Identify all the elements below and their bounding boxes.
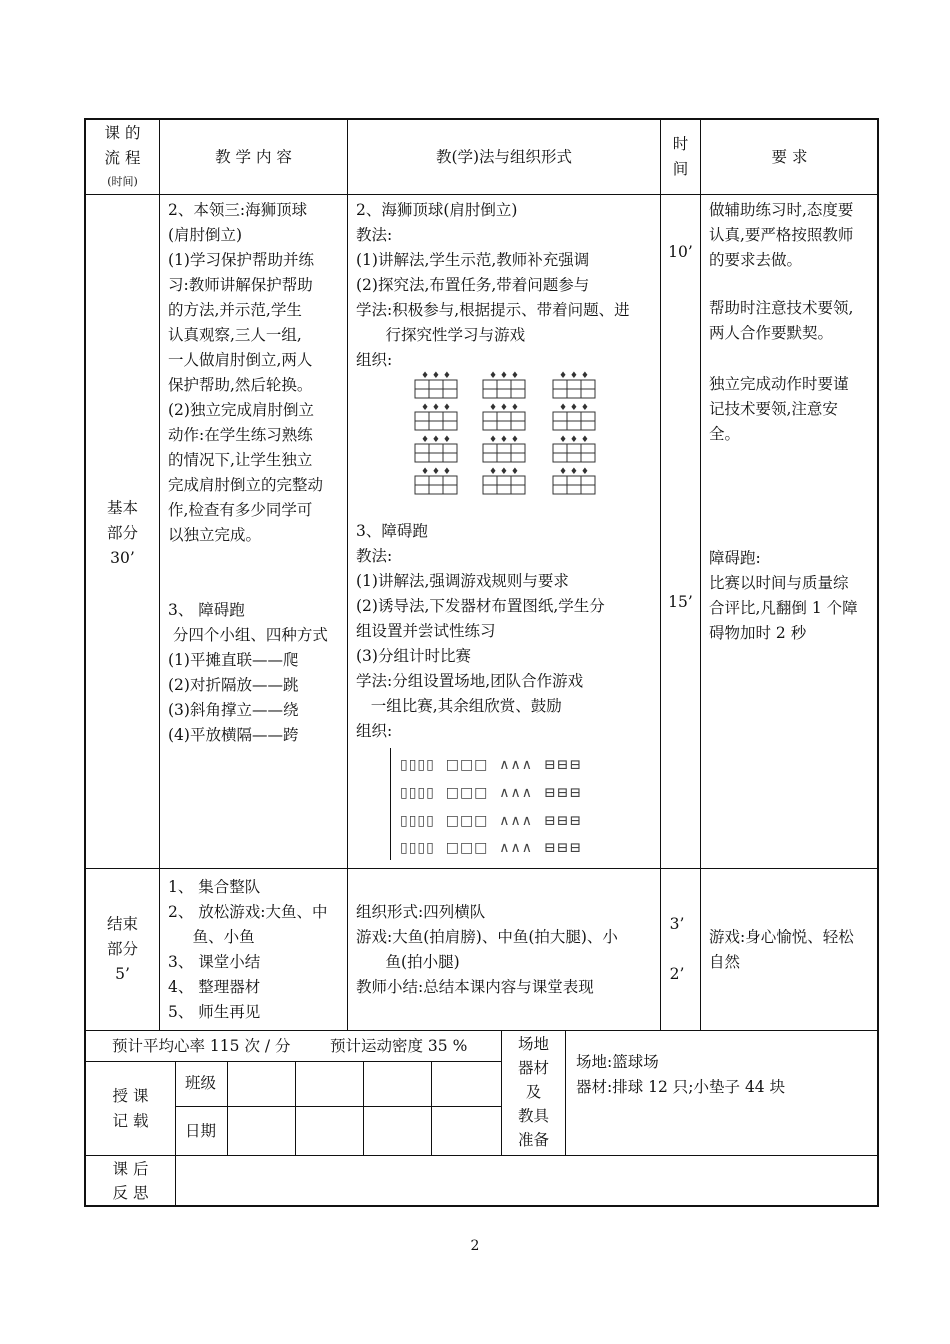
student-markers (421, 371, 589, 477)
record-mid-divider (175, 1106, 501, 1107)
equip-label-2: 器材 (517, 1059, 549, 1077)
header-divider (84, 194, 879, 195)
method2-line-7: 学法:分组设置场地,团队合作游戏 (356, 672, 584, 690)
page-number: 2 (470, 1238, 480, 1254)
req4-line-1: 障碍跑: (709, 549, 761, 567)
method2-line-5: 组设置并尝试性练习 (356, 622, 496, 640)
date-label: 日期 (185, 1122, 217, 1140)
record-line-5 (431, 1061, 432, 1155)
req2-line-2: 两人合作要默契。 (709, 324, 834, 342)
req2-line-1: 帮助时注意技术要领, (709, 299, 854, 317)
basic-content-12: 完成肩肘倒立的完整动 (168, 476, 324, 494)
basic-content-1: 2、本领三:海狮顶球 (168, 201, 308, 219)
obstacle-row-4: ▯▯▯▯ □□□ ∧∧∧ ⊟⊟⊟ (400, 840, 583, 856)
equipment-text: 器材:排球 12 只;小垫子 44 块 (576, 1078, 786, 1096)
end-time-1: 3’ (669, 915, 685, 933)
end-req-1: 游戏:身心愉悦、轻松 (709, 928, 854, 946)
exercise-density: 预计运动密度 35 % (330, 1037, 468, 1055)
svg-text:♦ ♦ ♦: ♦ ♦ ♦ (421, 371, 451, 381)
record-line-1 (175, 1061, 176, 1207)
basic-label-3: 30’ (110, 549, 135, 567)
method1-line-7: 组织: (356, 351, 393, 369)
method2-line-1: 3、障碍跑 (356, 522, 428, 540)
record-line-4 (363, 1061, 364, 1155)
end-method-1: 组织形式:四列横队 (356, 903, 486, 921)
method2-line-4: (2)诱导法,下发器材布置图纸,学生分 (356, 597, 605, 615)
end-content-5: 4、 整理器材 (168, 978, 261, 996)
header-content: 教 学 内 容 (215, 148, 292, 166)
obstacle-row-3: ▯▯▯▯ □□□ ∧∧∧ ⊟⊟⊟ (400, 813, 583, 829)
formation-diagram (405, 370, 605, 500)
basic-content-9: (2)独立完成肩肘倒立 (168, 401, 314, 419)
end-method-3: 鱼(拍小腿) (356, 953, 460, 971)
svg-text:♦ ♦ ♦: ♦ ♦ ♦ (559, 371, 589, 381)
svg-text:♦ ♦ ♦: ♦ ♦ ♦ (559, 435, 589, 445)
obstacle-content-5: (3)斜角撑立——绕 (168, 701, 299, 719)
method2-line-6: (3)分组计时比赛 (356, 647, 471, 665)
header-col1-line2: 流 程 (104, 149, 141, 167)
method1-line-2: 教法: (356, 226, 393, 244)
obstacle-row-2: ▯▯▯▯ □□□ ∧∧∧ ⊟⊟⊟ (400, 785, 583, 801)
req3-line-2: 记技术要领,注意安 (709, 400, 838, 418)
end-label-2: 部分 (106, 940, 138, 958)
equip-line-right (565, 1030, 566, 1155)
basic-content-3: (1)学习保护帮助并练 (168, 251, 314, 269)
basic-content-6: 认真观察,三人一组, (168, 326, 302, 344)
basic-time-2: 15’ (668, 593, 693, 611)
method1-line-5: 学法:积极参与,根据提示、带着问题、进 (356, 301, 630, 319)
method1-line-4: (2)探究法,布置任务,带着问题参与 (356, 276, 590, 294)
basic-time-1: 10’ (668, 243, 693, 261)
basic-content-13: 作,检查有多少同学可 (168, 501, 313, 519)
start-line (390, 748, 391, 860)
basic-content-14: 以独立完成。 (168, 526, 262, 544)
equip-label-1: 场地 (517, 1035, 549, 1053)
req1-line-2: 认真,要严格按照教师 (709, 226, 854, 244)
equip-label-4: 教具 (517, 1107, 549, 1125)
basic-content-4: 习:教师讲解保护帮助 (168, 276, 313, 294)
end-req-2: 自然 (709, 953, 741, 971)
record-divider (84, 1155, 879, 1156)
basic-content-2: (肩肘倒立) (168, 226, 243, 244)
basic-content-10: 动作:在学生练习熟练 (168, 426, 313, 444)
end-time-2: 2’ (669, 965, 685, 983)
basic-content-8: 保护帮助,然后轮换。 (168, 376, 313, 394)
equip-label-3: 及 (525, 1083, 542, 1101)
equip-label-5: 准备 (517, 1131, 549, 1149)
record-label-1: 授 课 (112, 1087, 149, 1105)
svg-text:♦ ♦ ♦: ♦ ♦ ♦ (489, 371, 519, 381)
basic-content-7: 一人做肩肘倒立,两人 (168, 351, 313, 369)
end-method-4: 教师小结:总结本课内容与课堂表现 (356, 978, 594, 996)
method1-line-3: (1)讲解法,学生示范,教师补充强调 (356, 251, 590, 269)
svg-text:♦ ♦ ♦: ♦ ♦ ♦ (421, 467, 451, 477)
reflect-label-2: 反 思 (112, 1184, 149, 1202)
end-content-1: 1、 集合整队 (168, 878, 261, 896)
basic-label-2: 部分 (106, 524, 138, 542)
header-time-line1: 时 (672, 135, 689, 153)
svg-text:♦ ♦ ♦: ♦ ♦ ♦ (559, 403, 589, 413)
req4-line-2: 比赛以时间与质量综 (709, 574, 849, 592)
reflect-label-1: 课 后 (112, 1160, 149, 1178)
req3-line-3: 全。 (709, 425, 741, 443)
method2-line-9: 组织: (356, 722, 393, 740)
svg-text:♦ ♦ ♦: ♦ ♦ ♦ (489, 435, 519, 445)
end-content-4: 3、 课堂小结 (168, 953, 261, 971)
record-line-3 (295, 1061, 296, 1155)
svg-text:♦ ♦ ♦: ♦ ♦ ♦ (421, 403, 451, 413)
record-line-2 (227, 1061, 228, 1155)
obstacle-content-1: 3、 障碍跑 (168, 601, 245, 619)
col-line-1 (159, 118, 160, 1030)
venue-text: 场地:篮球场 (576, 1053, 659, 1071)
header-col1-sub: (时间) (107, 175, 138, 188)
basic-label-1: 基本 (106, 499, 138, 517)
obstacle-content-6: (4)平放横隔——跨 (168, 726, 299, 744)
basic-divider (84, 868, 879, 869)
req1-line-3: 的要求去做。 (709, 251, 803, 269)
basic-content-11: 的情况下,让学生独立 (168, 451, 313, 469)
req3-line-1: 独立完成动作时要谨 (709, 375, 849, 393)
end-label-1: 结束 (106, 915, 138, 933)
record-label-2: 记 载 (112, 1112, 149, 1130)
svg-text:♦ ♦ ♦: ♦ ♦ ♦ (559, 467, 589, 477)
rate-divider (84, 1061, 501, 1062)
method2-line-2: 教法: (356, 547, 393, 565)
basic-content-5: 的方法,并示范,学生 (168, 301, 302, 319)
end-divider (84, 1030, 879, 1031)
col-line-4 (700, 118, 701, 1030)
heart-rate: 预计平均心率 115 次 / 分 (112, 1037, 291, 1055)
method2-line-3: (1)讲解法,强调游戏规则与要求 (356, 572, 569, 590)
svg-text:♦ ♦ ♦: ♦ ♦ ♦ (489, 403, 519, 413)
header-method: 教(学)法与组织形式 (435, 148, 573, 166)
col-line-2 (347, 118, 348, 1030)
end-content-6: 5、 师生再见 (168, 1003, 261, 1021)
obstacle-row-1: ▯▯▯▯ □□□ ∧∧∧ ⊟⊟⊟ (400, 757, 583, 773)
method1-line-1: 2、海狮顶球(肩肘倒立) (356, 201, 518, 219)
svg-text:♦ ♦ ♦: ♦ ♦ ♦ (421, 435, 451, 445)
class-label: 班级 (185, 1074, 217, 1092)
end-label-3: 5’ (115, 965, 130, 983)
obstacle-content-4: (2)对折隔放——跳 (168, 676, 299, 694)
header-requirement: 要 求 (771, 148, 808, 166)
req4-line-3: 合评比,凡翻倒 1 个障 (709, 599, 858, 617)
svg-text:♦ ♦ ♦: ♦ ♦ ♦ (489, 467, 519, 477)
req1-line-1: 做辅助练习时,态度要 (709, 201, 854, 219)
end-method-2: 游戏:大鱼(拍肩膀)、中鱼(拍大腿)、小 (356, 928, 618, 946)
header-time-line2: 间 (672, 160, 689, 178)
method1-line-6: 行探究性学习与游戏 (356, 326, 526, 344)
req4-line-4: 碍物加时 2 秒 (709, 624, 807, 642)
obstacle-content-2: 分四个小组、四种方式 (168, 626, 328, 644)
method2-line-8: 一组比赛,其余组欣赏、鼓励 (356, 697, 562, 715)
end-content-2: 2、 放松游戏:大鱼、中 (168, 903, 328, 921)
end-content-3: 鱼、小鱼 (168, 928, 255, 946)
obstacle-content-3: (1)平摊直联——爬 (168, 651, 299, 669)
header-col1-line1: 课 的 (104, 124, 141, 142)
